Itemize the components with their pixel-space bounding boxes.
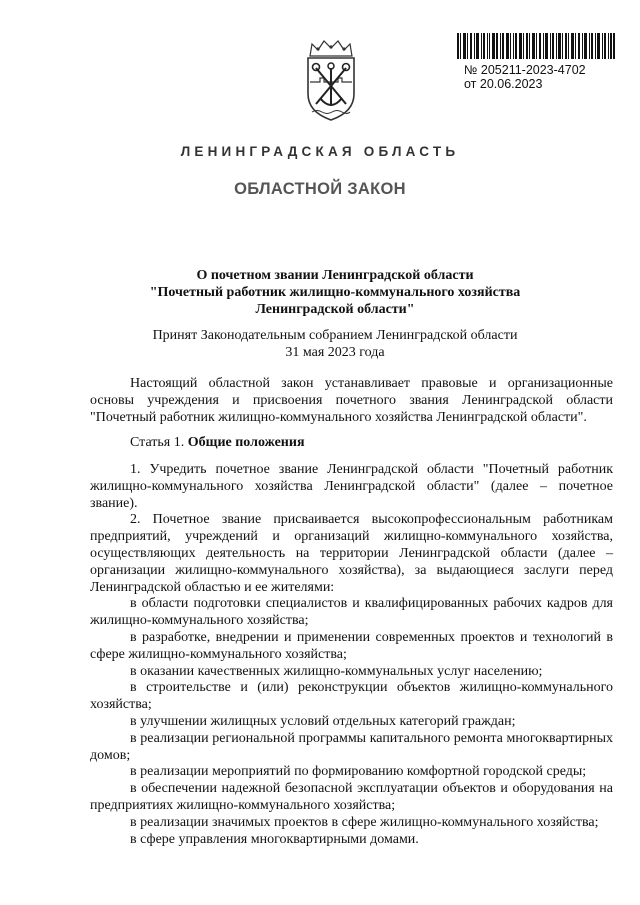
list-item: в оказании качественных жилищно-коммунальных услуг населению; bbox=[130, 663, 543, 679]
list-item: в обеспечении надежной безопасной эксплуатации объектов и оборудования на предприятиях жилищно-коммунального хозяйства; bbox=[90, 781, 613, 813]
article-body bbox=[90, 462, 613, 848]
registration-number: № 205211-2023-4702 bbox=[464, 63, 586, 77]
preamble bbox=[90, 376, 613, 426]
list-item: в реализации мероприятий по формированию комфортной городской среды; bbox=[130, 764, 587, 780]
list-item: в строительстве и (или) реконструкции объектов жилищно-коммунального хозяйства; bbox=[90, 680, 613, 713]
article-heading bbox=[130, 435, 640, 452]
article-title: Общие положения bbox=[187, 435, 305, 450]
list-item: в реализации региональной программы капитального ремонта многоквартирных домов; bbox=[90, 730, 613, 763]
adoption-date: 31 мая 2023 года bbox=[285, 345, 385, 360]
barcode bbox=[457, 33, 615, 59]
paragraph: 2. Почетное звание присваивается высокопрофессиональным работникам предприятий, учреждений и организаций жилищно-коммунального хозяйства, осуществляющих деятельность на территории Ленинградской области (далее – организации жилищно-коммунального хозяйства), за выдающиеся заслуги перед Ленинградской областью и ее жителями: bbox=[90, 512, 613, 595]
region-heading: ЛЕНИНГРАДСКАЯ ОБЛАСТЬ bbox=[180, 144, 460, 159]
list-item: в области подготовки специалистов и квалифицированных рабочих кадров для жилищно-коммунального хозяйства; bbox=[90, 596, 613, 629]
paragraph: 1. Учредить почетное звание Ленинградской области "Почетный работник жилищно-коммунального хозяйства Ленинградской области" (далее – почетное звание). bbox=[90, 462, 613, 511]
coat-of-arms-emblem bbox=[298, 38, 364, 124]
registration-block bbox=[464, 63, 586, 91]
law-title-line: "Почетный работник жилищно-коммунального хозяйства bbox=[149, 285, 521, 300]
law-title-line: О почетном звании Ленинградской области bbox=[196, 268, 474, 283]
list-item: в сфере управления многоквартирными домами. bbox=[130, 831, 419, 847]
article-number: Статья 1. bbox=[130, 435, 185, 450]
registration-date: от 20.06.2023 bbox=[464, 77, 543, 91]
preamble-text: Настоящий областной закон устанавливает правовые и организационные основы учреждения и присвоения почетного звания Ленинградской области "Почетный работник жилищно-коммунального хозяйства Ленинградской области". bbox=[90, 376, 613, 425]
law-title bbox=[90, 267, 580, 318]
adoption-body: Принят Законодательным собранием Ленинградской области bbox=[152, 328, 518, 343]
law-type-heading: ОБЛАСТНОЙ ЗАКОН bbox=[234, 180, 406, 198]
list-item: в улучшении жилищных условий отдельных категорий граждан; bbox=[130, 713, 516, 729]
law-title-line: Ленинградской области" bbox=[255, 302, 415, 317]
adoption-statement bbox=[90, 327, 580, 361]
list-item: в реализации значимых проектов в сфере жилищно-коммунального хозяйства; bbox=[130, 814, 599, 830]
list-item: в разработке, внедрении и применении современных проектов и технологий в сфере жилищно-коммунального хозяйства; bbox=[90, 629, 613, 662]
